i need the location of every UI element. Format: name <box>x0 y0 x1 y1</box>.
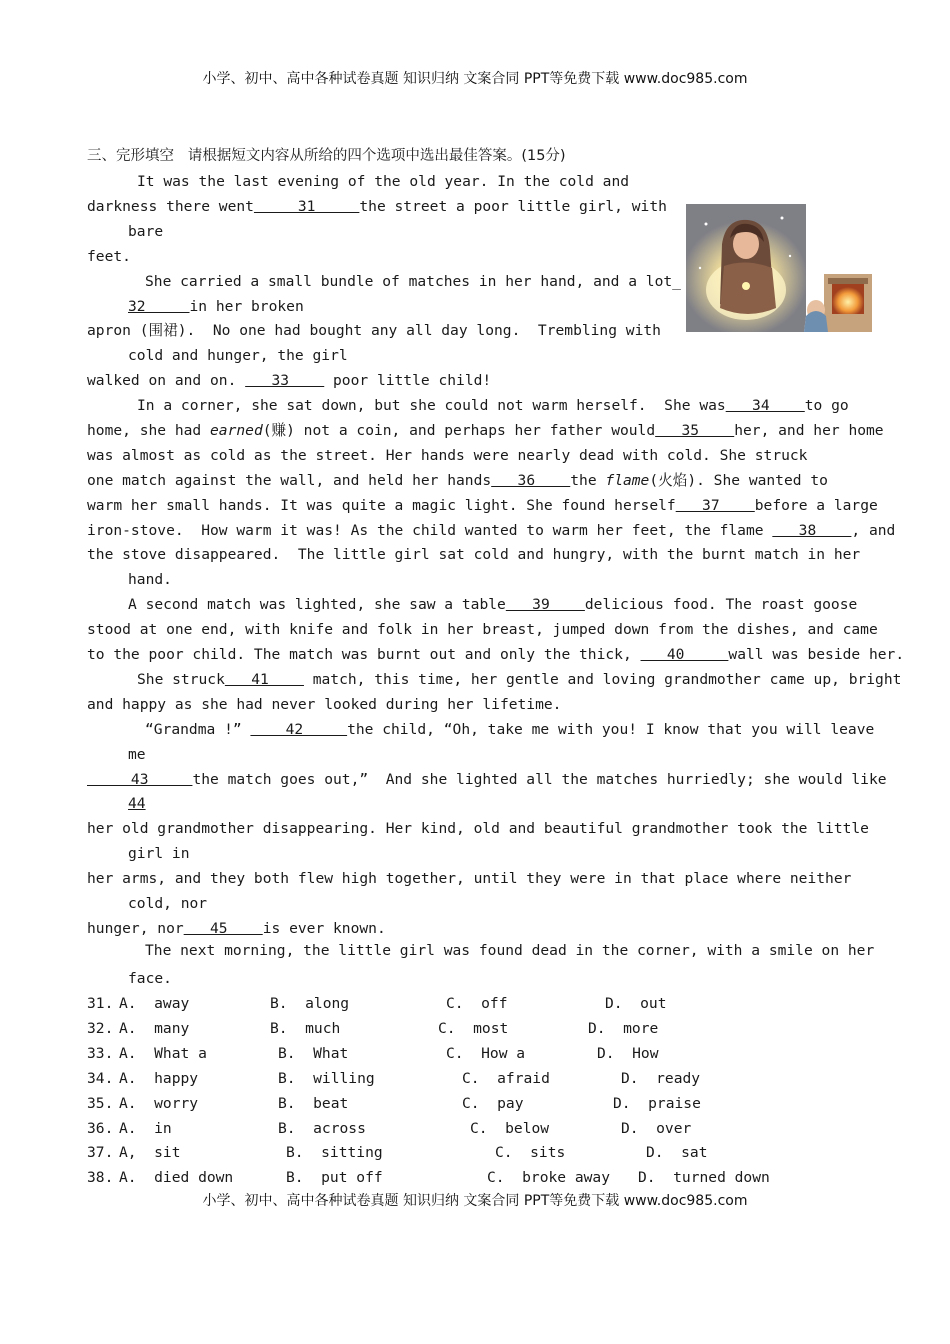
option-d: D. sat <box>646 1144 708 1162</box>
passage-line: “Grandma !” 42 the child, “Oh, take me with you! I know that you will leave <box>145 721 875 738</box>
question-row <box>87 1020 867 1038</box>
option-d: D. turned down <box>638 1169 770 1187</box>
blank-39: 39 <box>505 596 585 613</box>
option-a: A. many <box>119 1019 190 1037</box>
passage-line: hand. <box>128 571 172 588</box>
option-d: D. out <box>605 995 667 1012</box>
option-d: D. How <box>597 1044 659 1062</box>
option-c: C. pay <box>462 1094 524 1112</box>
option-a: A. in <box>119 1119 172 1137</box>
passage-line: 32 in her broken <box>128 298 304 315</box>
question-row <box>87 1169 867 1187</box>
option-b: B. What <box>278 1044 349 1062</box>
passage-line: apron (围裙). No one had bought any all day long. Trembling with <box>87 322 661 339</box>
option-c: C. off <box>446 995 508 1012</box>
option-a: A. away <box>119 995 190 1012</box>
option-c: C. broke away <box>487 1169 611 1187</box>
blank-36: 36 <box>491 472 571 489</box>
option-a: A, sit <box>119 1144 181 1162</box>
option-d: D. praise <box>613 1094 701 1112</box>
passage-line: hunger, nor 45 is ever known. <box>87 920 386 937</box>
match-girl-image <box>686 204 873 332</box>
passage-line: stood at one end, with knife and folk in her breast, jumped down from the dishes, and came <box>87 621 878 638</box>
question-row <box>87 1120 867 1138</box>
header-banner: 小学、初中、高中各种试卷真题 知识归纳 文案合同 PPT等免费下载 www.doc985.com <box>202 71 748 87</box>
option-b: B. much <box>270 1019 341 1037</box>
blank-32: 32 <box>128 298 190 315</box>
passage-line: She struck 41 match, this time, her gentle and loving grandmother came up, bright <box>137 671 902 688</box>
passage-line: darkness there went 31 the street a poor little girl, with <box>87 198 667 215</box>
passage-line: In a corner, she sat down, but she could not warm herself. She was 34 to go <box>137 397 849 414</box>
question-number: 38. <box>87 1169 114 1187</box>
question-number: 37. <box>87 1144 114 1162</box>
option-c: C. sits <box>495 1144 566 1162</box>
passage-line: She carried a small bundle of matches in her hand, and a lot_ <box>145 273 681 290</box>
passage-line: iron-stove. How warm it was! As the child wanted to warm her feet, the flame 38 , and <box>87 522 896 539</box>
question-row <box>87 995 867 1013</box>
question-number: 34. <box>87 1069 114 1087</box>
section-title: 三、完形填空 请根据短文内容从所给的四个选项中选出最佳答案。(15分) <box>87 148 566 164</box>
option-c: C. below <box>470 1119 550 1137</box>
option-a: A. happy <box>119 1069 199 1087</box>
blank-45: 45 <box>183 920 263 937</box>
blank-35: 35 <box>655 422 735 439</box>
option-b: B. across <box>278 1119 366 1137</box>
blank-41: 41 <box>224 671 304 688</box>
option-b: B. along <box>270 995 350 1012</box>
passage-line: was almost as cold as the street. Her hands were nearly dead with cold. She struck <box>87 447 808 464</box>
option-d: D. more <box>588 1019 659 1037</box>
passage-line: A second match was lighted, she saw a table 39 delicious food. The roast goose <box>128 596 858 613</box>
option-b: B. willing <box>278 1069 375 1087</box>
passage-line: cold and hunger, the girl <box>128 347 348 364</box>
match-girl-illustration <box>686 204 873 332</box>
question-number: 32. <box>87 1019 114 1037</box>
passage-line: walked on and on. 33 poor little child! <box>87 372 492 389</box>
passage-line: to the poor child. The match was burnt out and only the thick, 40 wall was beside her. <box>87 646 905 663</box>
blank-31: 31 <box>253 198 360 215</box>
question-row <box>87 1070 867 1088</box>
passage-line: one match against the wall, and held her hands 36 the flame(火焰). She wanted to <box>87 472 828 489</box>
option-b: B. sitting <box>286 1144 383 1162</box>
blank-42: 42 <box>250 721 348 738</box>
question-row <box>87 1144 867 1162</box>
passage-line: warm her small hands. It was quite a magic light. She found herself 37 before a large <box>87 497 878 514</box>
passage-line: me <box>128 746 146 763</box>
question-number: 31. <box>87 995 114 1012</box>
passage-line: home, she had earned(赚) not a coin, and perhaps her father would 35 her, and her home <box>87 422 884 439</box>
passage-line: cold, nor <box>128 895 208 912</box>
blank-38: 38 <box>772 522 852 539</box>
question-number: 33. <box>87 1044 114 1062</box>
passage-line: The next morning, the little girl was found dead in the corner, with a smile on her <box>145 942 875 959</box>
option-b: B. beat <box>278 1094 349 1112</box>
passage-line: bare <box>128 223 164 240</box>
option-c: C. afraid <box>462 1069 550 1087</box>
passage-line: It was the last evening of the old year. In the cold and <box>137 173 630 190</box>
option-d: D. over <box>621 1119 692 1137</box>
option-a: A. died down <box>119 1169 234 1187</box>
option-a: A. worry <box>119 1094 199 1112</box>
passage-line <box>128 795 146 813</box>
blank-37: 37 <box>675 497 755 514</box>
passage-line: and happy as she had never looked during her lifetime. <box>87 696 562 713</box>
option-a: A. What a <box>119 1044 207 1062</box>
blank-43: 43 <box>87 771 193 788</box>
question-number: 36. <box>87 1119 114 1137</box>
question-row <box>87 1045 867 1063</box>
blank-44: 44 <box>128 795 146 812</box>
blank-33: 33 <box>245 372 325 389</box>
blank-40: 40 <box>640 646 729 663</box>
passage-line: her old grandmother disappearing. Her kind, old and beautiful grandmother took the little <box>87 820 869 837</box>
footer-banner: 小学、初中、高中各种试卷真题 知识归纳 文案合同 PPT等免费下载 www.doc985.com <box>202 1193 748 1209</box>
passage-line: feet. <box>87 248 131 265</box>
option-c: C. How a <box>446 1044 526 1062</box>
blank-34: 34 <box>725 397 805 414</box>
option-d: D. ready <box>621 1069 701 1087</box>
passage-line: face. <box>128 970 172 987</box>
question-row <box>87 1095 867 1113</box>
passage-line: 43 the match goes out,” And she lighted all the matches hurriedly; she would like <box>87 771 887 788</box>
passage-line: girl in <box>128 845 190 862</box>
option-b: B. put off <box>286 1169 383 1187</box>
question-number: 35. <box>87 1094 114 1112</box>
passage-line: her arms, and they both flew high together, until they were in that place where neither <box>87 870 852 887</box>
option-c: C. most <box>438 1019 509 1037</box>
passage-line: the stove disappeared. The little girl sat cold and hungry, with the burnt match in her <box>87 546 861 563</box>
